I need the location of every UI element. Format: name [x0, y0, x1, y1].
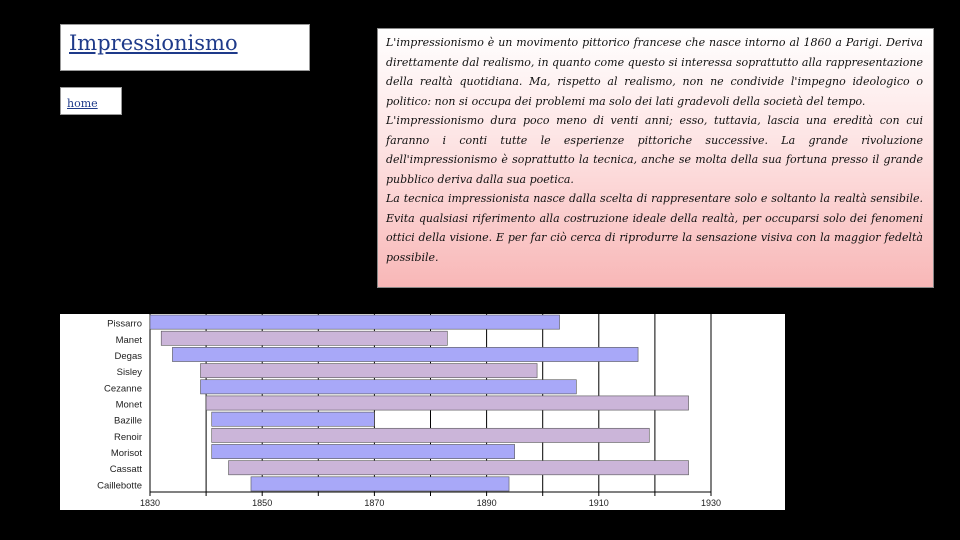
title-link[interactable]: Impressionismo	[69, 31, 238, 55]
chart-bar-cassatt	[229, 461, 689, 475]
chart-bar-degas	[172, 347, 638, 361]
chart-bar-caillebotte	[251, 477, 509, 491]
article-paragraph: L'impressionismo dura poco meno di venti anni; esso, tuttavia, lascia una eredità con cui faranno i conti tutte le esperienze pittoriche successive. La grande rivoluzione dell'impressionismo è soprattutto la tecnica, anche se molta della sua fortuna presso il grande pubblico deriva dalla sua poetica.	[386, 114, 923, 186]
chart-tick-label: 1930	[700, 498, 722, 508]
chart-tick-label: 1830	[139, 498, 161, 508]
chart-bar-pissarro	[150, 315, 560, 329]
chart-tick-label: 1910	[588, 498, 609, 508]
chart-tick-label: 1850	[252, 498, 273, 508]
chart-bar-renoir	[212, 428, 650, 442]
timeline-chart	[60, 314, 785, 510]
chart-category-label: Caillebotte	[97, 480, 142, 492]
chart-category-label: Monet	[115, 399, 142, 411]
chart-bar-monet	[206, 396, 688, 410]
chart-category-label: Bazille	[114, 415, 142, 427]
chart-category-label: Manet	[115, 334, 142, 346]
chart-category-label: Sisley	[116, 367, 142, 379]
chart-x-ticks	[140, 498, 721, 508]
chart-tick-label: 1890	[476, 498, 497, 508]
chart-category-label: Degas	[114, 350, 142, 362]
article-text-box	[377, 28, 934, 288]
chart-bar-cezanne	[200, 380, 576, 394]
article-paragraph: L'impressionismo è un movimento pittorico francese che nasce intorno al 1860 a Parigi. Deriva direttamente dal realismo, in quanto come questo si interessa soprattutto alla rappresentazione della realtà quotidiana. Ma, rispetto al realismo, non ne condivide l'impegno ideologico o politico: non si occupa dei problemi ma solo dei lati gradevoli della società del tempo.	[386, 36, 923, 108]
home-box	[60, 87, 122, 115]
chart-category-label: Morisot	[110, 448, 142, 460]
title-box	[60, 24, 310, 71]
chart-tick-label: 1870	[364, 498, 385, 508]
chart-category-label: Cassatt	[109, 464, 142, 476]
chart-category-labels	[97, 319, 142, 492]
chart-bars	[150, 315, 689, 491]
chart-category-label: Renoir	[114, 431, 142, 443]
home-link[interactable]: home	[67, 97, 98, 110]
chart-bar-bazille	[212, 412, 375, 426]
chart-category-label: Pissarro	[107, 318, 142, 330]
chart-category-label: Cezanne	[103, 383, 142, 395]
chart-bar-morisot	[212, 444, 515, 458]
chart-bar-manet	[161, 331, 447, 345]
chart-bar-sisley	[200, 364, 537, 378]
article-paragraph: La tecnica impressionista nasce dalla scelta di rappresentare solo e soltanto la realtà sensibile. Evita qualsiasi riferimento alla costruzione ideale della realtà, per occuparsi solo dei fenomeni ottici della visione. E per far ciò cerca di riprodurre la sensazione visiva con la maggior fedeltà possibile.	[386, 192, 923, 264]
timeline-chart-svg	[60, 314, 785, 510]
